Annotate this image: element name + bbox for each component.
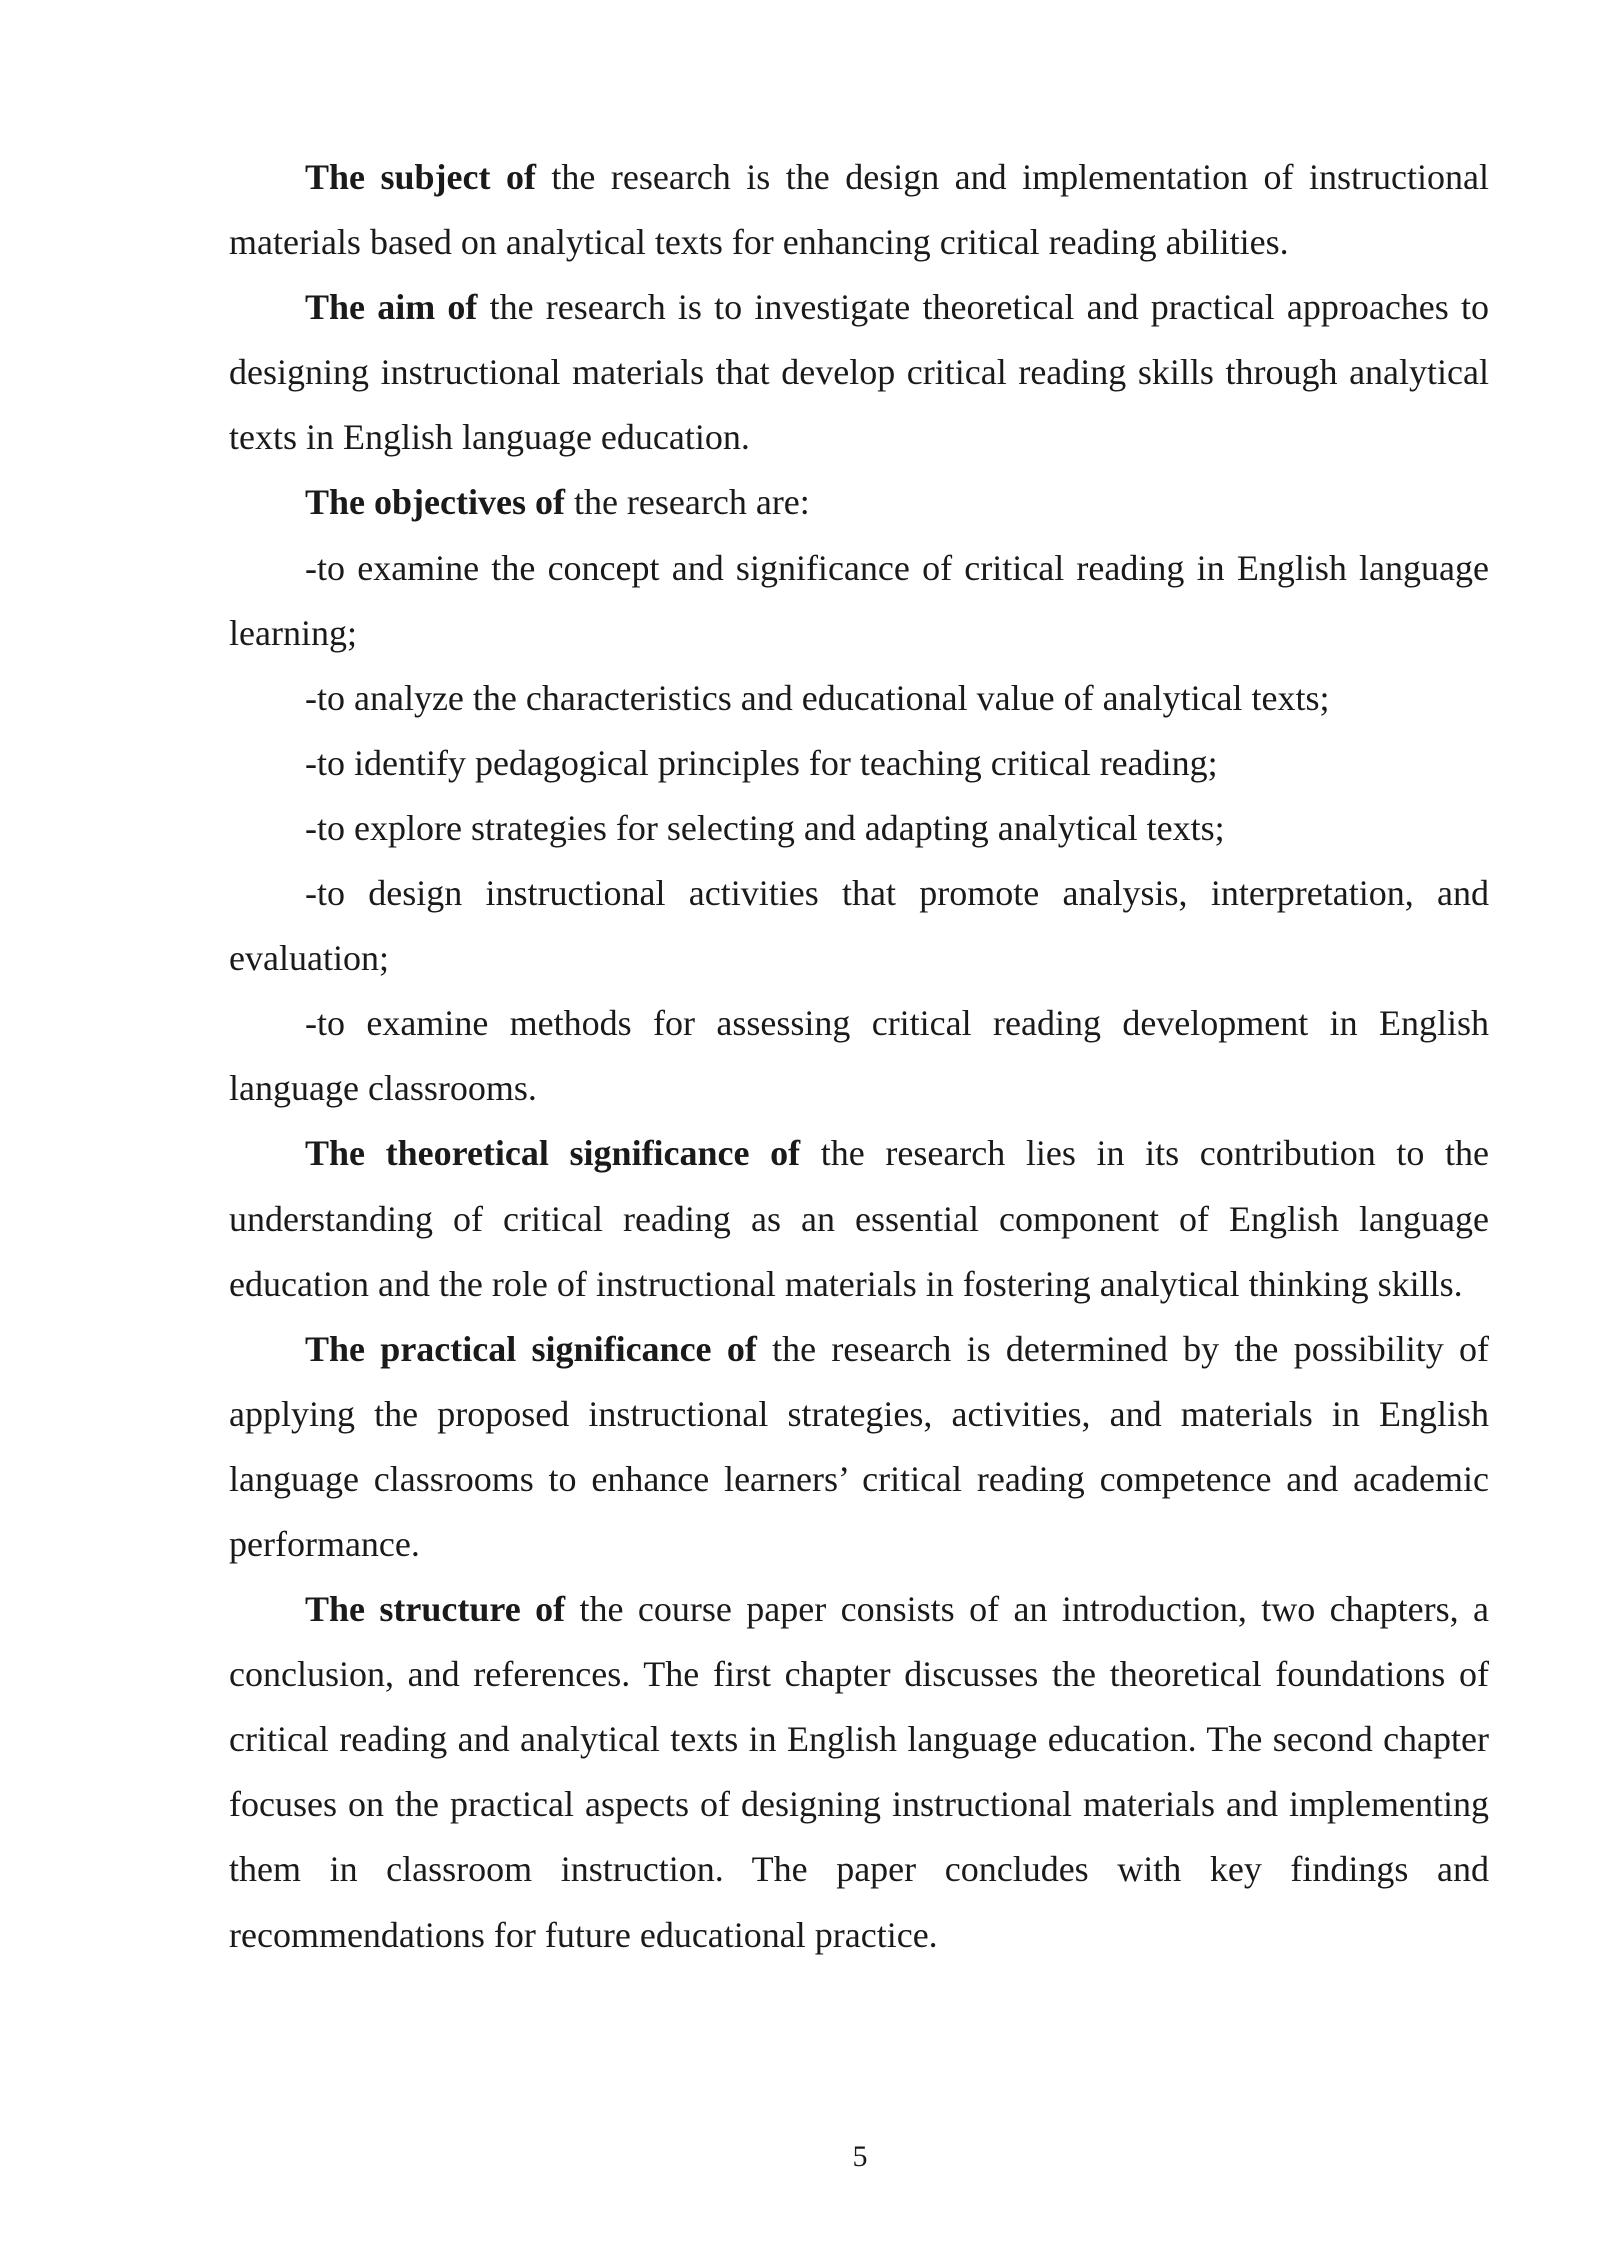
objective-item	[229, 796, 1489, 861]
paragraph-theoretical-significance	[229, 1121, 1489, 1316]
objective-text: -to design instructional activities that promote analysis, interpretation, and evaluation;	[229, 873, 1489, 979]
objective-item	[229, 861, 1489, 991]
paragraph-text: the research lies in its contribution to the understanding of critical reading as an essential component of English language education and the role of instructional materials in fostering analytical thinking skills.	[229, 1133, 1489, 1304]
term-subject: The subject of	[305, 157, 536, 197]
objective-item	[229, 666, 1489, 731]
objective-text: -to examine the concept and significance of critical reading in English language learning;	[229, 547, 1489, 653]
paragraph-aim	[229, 275, 1489, 470]
paragraph-objectives	[229, 470, 1489, 535]
objective-item	[229, 731, 1489, 796]
objective-text: -to analyze the characteristics and educational value of analytical texts;	[305, 677, 1330, 718]
paragraph-text: the research is determined by the possibility of applying the proposed instructional strategies, activities, and materials in English language classrooms to enhance learners’ critical reading competence and academic performance.	[229, 1328, 1490, 1564]
term-theoretical-significance: The theoretical significance of	[305, 1133, 801, 1174]
term-practical-significance: The practical significance of	[305, 1328, 757, 1369]
objective-item	[229, 536, 1489, 666]
paragraph-practical-significance	[229, 1317, 1489, 1577]
paragraph-text: the research is the design and implementation of instructional materials based on analytical texts for enhancing critical reading abilities.	[229, 157, 1489, 263]
paragraph-subject	[229, 145, 1489, 275]
paragraph-text: the research is to investigate theoretical and practical approaches to designing instructional materials that develop critical reading skills through analytical texts in English language education.	[229, 287, 1489, 458]
paragraph-text: the research are:	[564, 482, 810, 523]
objective-text: -to identify pedagogical principles for teaching critical reading;	[305, 742, 1218, 783]
term-structure: The structure of	[305, 1589, 566, 1630]
objective-text: -to explore strategies for selecting and adapting analytical texts;	[305, 807, 1225, 848]
objective-text: -to examine methods for assessing critical reading development in English language classrooms.	[229, 1003, 1489, 1109]
term-objectives: The objectives of	[305, 482, 565, 523]
body-text	[229, 145, 1489, 1968]
paragraph-text: the course paper consists of an introduction, two chapters, a conclusion, and references. The first chapter discusses the theoretical foundations of critical reading and analytical texts in English language education. The second chapter focuses on the practical aspects of designing instructional materials and implementing them in classroom instruction. The paper concludes with key findings and recommendations for future educational practice.	[229, 1589, 1490, 1955]
paragraph-structure	[229, 1577, 1489, 1968]
page-number: 5	[852, 2140, 868, 2173]
term-aim: The aim of	[305, 287, 478, 328]
objective-item	[229, 991, 1489, 1121]
